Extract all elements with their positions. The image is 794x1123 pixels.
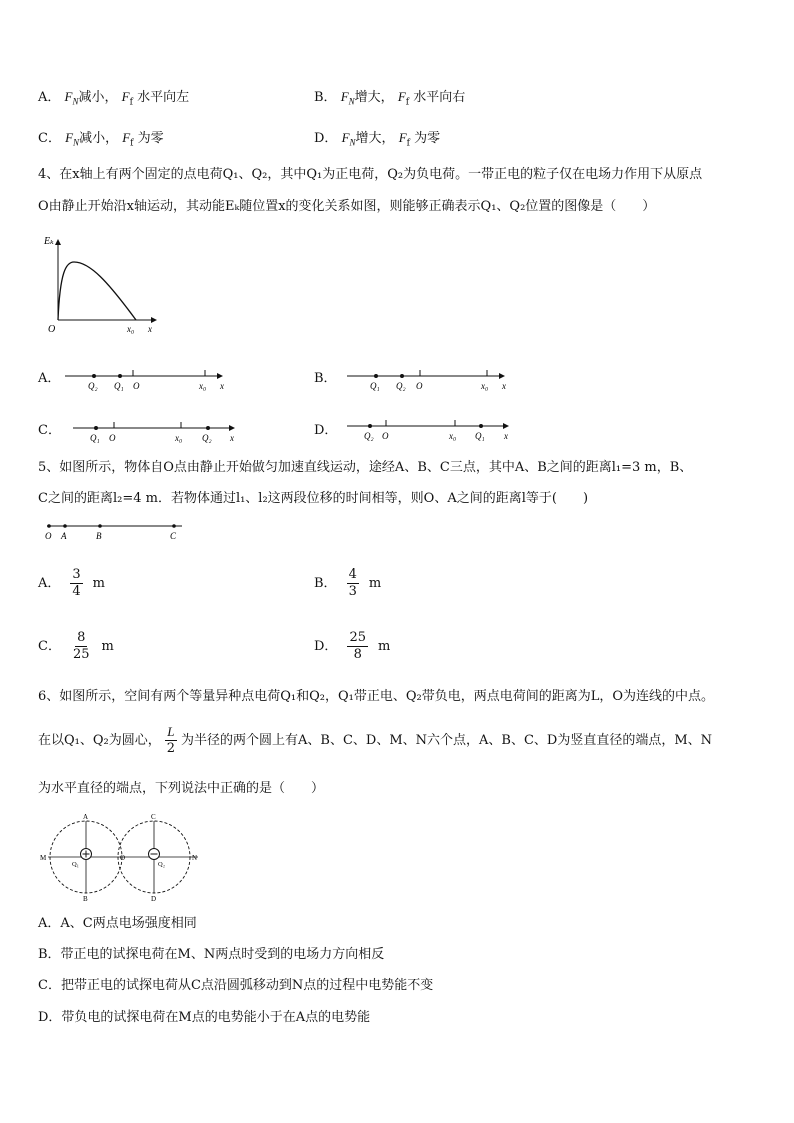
q4-option-b-label: B．: [314, 371, 337, 386]
q4-option-d-q1-label: Q₁: [475, 431, 485, 441]
q4-option-b-q2-label: Q₂: [396, 381, 406, 391]
q4-option-a-x-label: x: [220, 381, 224, 391]
q4-option-a-x0-label: x₀: [199, 381, 207, 391]
q3-option-d-label: D．: [314, 131, 338, 146]
q4-option-d-axis: [342, 416, 517, 444]
q5-segment-figure: [40, 520, 190, 544]
q5-option-a-fraction: [70, 567, 82, 600]
q6-stem-line2-pre: 在以Q₁、Q₂为圆心，: [38, 732, 161, 748]
q3-option-a-dir: 水平向左: [132, 90, 190, 105]
q3-option-c-dir: 为零: [133, 131, 164, 146]
q3-option-c-fn-sub: N: [73, 137, 80, 148]
q4-option-d-x0-label: x₀: [449, 431, 457, 441]
q4-option-c-dot-q2: [206, 426, 210, 430]
q5-option-d: [314, 630, 390, 663]
q3-option-b-ff: F: [397, 89, 406, 104]
q6-option-d: D．带负电的试探电荷在M点的电势能小于在A点的电势能: [38, 1010, 371, 1025]
q6-label-m: M: [40, 854, 47, 862]
q4-option-b-x0-label: x₀: [481, 381, 489, 391]
q5-option-c-den: 25: [72, 647, 90, 662]
q4-graph-curve: [58, 262, 136, 320]
q5-stem-line2: C之间的距离l₂=4 m．若物体通过l₁、l₂这两段位移的时间相等，则O、A之间的距离l等于( ): [38, 491, 589, 506]
q5-option-d-unit: m: [377, 638, 391, 654]
q5-option-b-unit: m: [368, 575, 382, 591]
q6-radius-num: L: [167, 724, 175, 739]
q3-option-d-dir: 为零: [410, 131, 441, 146]
q6-label-a: A: [83, 813, 89, 821]
q4-option-d-label: D．: [314, 423, 338, 438]
q3-option-a-ff: F: [121, 89, 130, 104]
q5-option-a-den: 4: [72, 584, 81, 599]
q5-option-b-label: B．: [314, 575, 337, 591]
q4-option-a-q2-label: Q₂: [88, 381, 98, 391]
q3-option-c-ff: F: [122, 130, 131, 145]
q4-graph-x0: x₀: [127, 324, 135, 334]
q5-point-o: [47, 524, 51, 528]
q4-option-d-o-label: O: [382, 431, 389, 441]
q3-option-b-fn-sub: N: [348, 96, 355, 107]
q3-option-d-ff: F: [398, 130, 407, 145]
q3-option-a-fn: F: [64, 89, 73, 104]
q4-option-b-dot-q2: [400, 374, 404, 378]
q3-option-c-label: C．: [38, 131, 61, 146]
q4-option-a-axis: [60, 366, 230, 394]
q4-option-b-o-label: O: [416, 381, 423, 391]
q3-option-d-fn-sub: N: [349, 137, 356, 148]
q4-option-c-axis: [68, 418, 243, 446]
q3-option-d-fn: F: [341, 130, 350, 145]
q3-option-a-ff-sub: f: [129, 97, 133, 108]
q6-stem-line1: 6、如图所示，空间有两个等量异种点电荷Q₁和Q₂，Q₁带正电、Q₂带负电，两点电荷间的距离为L，O为连线的中点。: [38, 689, 715, 704]
q4-option-d-x-label: x: [504, 431, 508, 441]
q5-option-d-den: 8: [353, 647, 362, 662]
q5-option-c-unit: m: [101, 638, 114, 654]
q3-option-b-label: B．: [314, 90, 337, 105]
q3-option-a: [38, 88, 189, 112]
q6-label-q2: Q₂: [158, 861, 165, 868]
q4-option-b-q1-label: Q₁: [370, 381, 380, 391]
q6-stem-line3: 为水平直径的端点，下列说法中正确的是（ ）: [38, 781, 325, 796]
q6-label-q1: Q₁: [72, 861, 79, 868]
q5-point-o-label: O: [45, 531, 52, 541]
q4-option-d-dot-q2: [368, 424, 372, 428]
q4-option-a-dot-q1: [118, 374, 122, 378]
q3-option-d: [314, 129, 440, 153]
q4-option-b-x-label: x: [502, 381, 506, 391]
q5-point-c: [172, 524, 176, 528]
q4-option-a-o-label: O: [133, 381, 140, 391]
q6-radius-fraction: [165, 724, 177, 757]
q4-option-d-q2-label: Q₂: [364, 431, 374, 441]
q4-option-c-x0-label: x₀: [175, 433, 183, 443]
q4-option-c-q2-label: Q₂: [202, 433, 212, 443]
q5-option-b: [314, 567, 381, 600]
q4-option-d-dot-q1: [479, 424, 483, 428]
q4-option-b-axis: [342, 366, 512, 394]
q4-option-c-x-label: x: [230, 433, 234, 443]
q4-graph-ylabel: Eₖ: [44, 236, 54, 247]
q3-option-b: [314, 88, 465, 112]
q3-option-c-fn: F: [65, 130, 74, 145]
q5-option-c-fraction: [71, 630, 92, 663]
q5-option-c-label: C．: [38, 638, 61, 654]
q6-label-d: D: [151, 895, 157, 902]
q4-energy-graph: [38, 232, 168, 337]
q5-option-d-fraction: [347, 630, 368, 663]
q5-point-a: [63, 524, 67, 528]
q5-option-b-fraction: [347, 567, 359, 600]
q6-label-c: C: [151, 813, 156, 821]
q4-option-a-q1-label: Q₁: [114, 381, 124, 391]
q5-point-b-label: B: [96, 531, 102, 541]
q5-option-b-num: 4: [348, 567, 357, 582]
q3-option-a-change: 减小，: [78, 90, 118, 105]
q4-stem-line2: O由静止开始沿x轴运动，其动能Eₖ随位置x的变化关系如图，则能够正确表示Q₁、Q₂位置的图像是（ ）: [38, 199, 656, 214]
q4-graph-origin: O: [48, 324, 56, 335]
q3-option-b-fn: F: [340, 89, 349, 104]
q3-option-a-label: A．: [38, 90, 61, 105]
q3-option-b-ff-sub: f: [405, 97, 410, 108]
q5-option-d-num: 25: [349, 630, 366, 645]
q3-option-c: [38, 129, 164, 153]
q4-graph-xlabel: x: [148, 324, 152, 334]
q4-option-c-label: C．: [38, 423, 61, 438]
q5-option-a-num: 3: [72, 567, 81, 582]
q5-option-c-num: 8: [77, 630, 86, 645]
q6-option-c: C．把带正电的试探电荷从C点沿圆弧移动到N点的过程中电势能不变: [38, 978, 434, 993]
q4-option-c-dot-q1: [94, 426, 98, 430]
q3-option-b-dir: 水平向右: [409, 90, 466, 105]
q6-charges-figure: [38, 812, 208, 902]
q6-label-b: B: [83, 895, 88, 902]
q5-option-a-label: A．: [38, 575, 61, 591]
q3-option-b-change: 增大，: [354, 90, 394, 105]
q6-radius-den: 2: [166, 741, 176, 756]
q4-option-c-o-label: O: [109, 433, 116, 443]
q4-option-a-dot-q2: [92, 374, 96, 378]
q5-option-c: [38, 630, 114, 663]
q3-option-c-change: 减小，: [79, 131, 119, 146]
q5-option-d-label: D．: [314, 638, 338, 654]
q4-option-c-q1-label: Q₁: [90, 433, 100, 443]
q5-stem-line1: 5、如图所示，物体自O点由静止开始做匀加速直线运动，途经A、B、C三点，其中A、B之间的距离l₁=3 m，B、: [38, 460, 693, 475]
q5-point-c-label: C: [170, 531, 177, 541]
q3-option-d-ff-sub: f: [406, 138, 410, 149]
q6-option-a: A．A、C两点电场强度相同: [38, 916, 197, 931]
q6-label-n: N: [192, 854, 198, 862]
q6-option-b: B．带正电的试探电荷在M、N两点时受到的电场力方向相反: [38, 947, 385, 962]
q5-point-b: [98, 524, 102, 528]
q3-option-a-fn-sub: N: [72, 96, 79, 107]
q6-stem-line2: [38, 724, 712, 757]
q6-label-o: O: [120, 854, 126, 862]
q4-option-b-dot-q1: [374, 374, 378, 378]
q4-option-a-label: A．: [38, 371, 61, 386]
q5-option-b-den: 3: [348, 584, 357, 599]
q5-option-a: [38, 567, 105, 600]
q4-stem-line1: 4、在x轴上有两个固定的点电荷Q₁、Q₂，其中Q₁为正电荷，Q₂为负电荷。一带正电的粒子仅在电场力作用下从原点: [38, 167, 703, 182]
q5-point-a-label: A: [61, 531, 67, 541]
q3-option-c-ff-sub: f: [130, 138, 134, 149]
q6-stem-line2-post: 为半径的两个圆上有A、B、C、D、M、N六个点，A、B、C、D为竖直直径的端点，M、N: [181, 732, 713, 748]
q3-option-d-change: 增大，: [355, 131, 395, 146]
q5-option-a-unit: m: [92, 575, 105, 591]
